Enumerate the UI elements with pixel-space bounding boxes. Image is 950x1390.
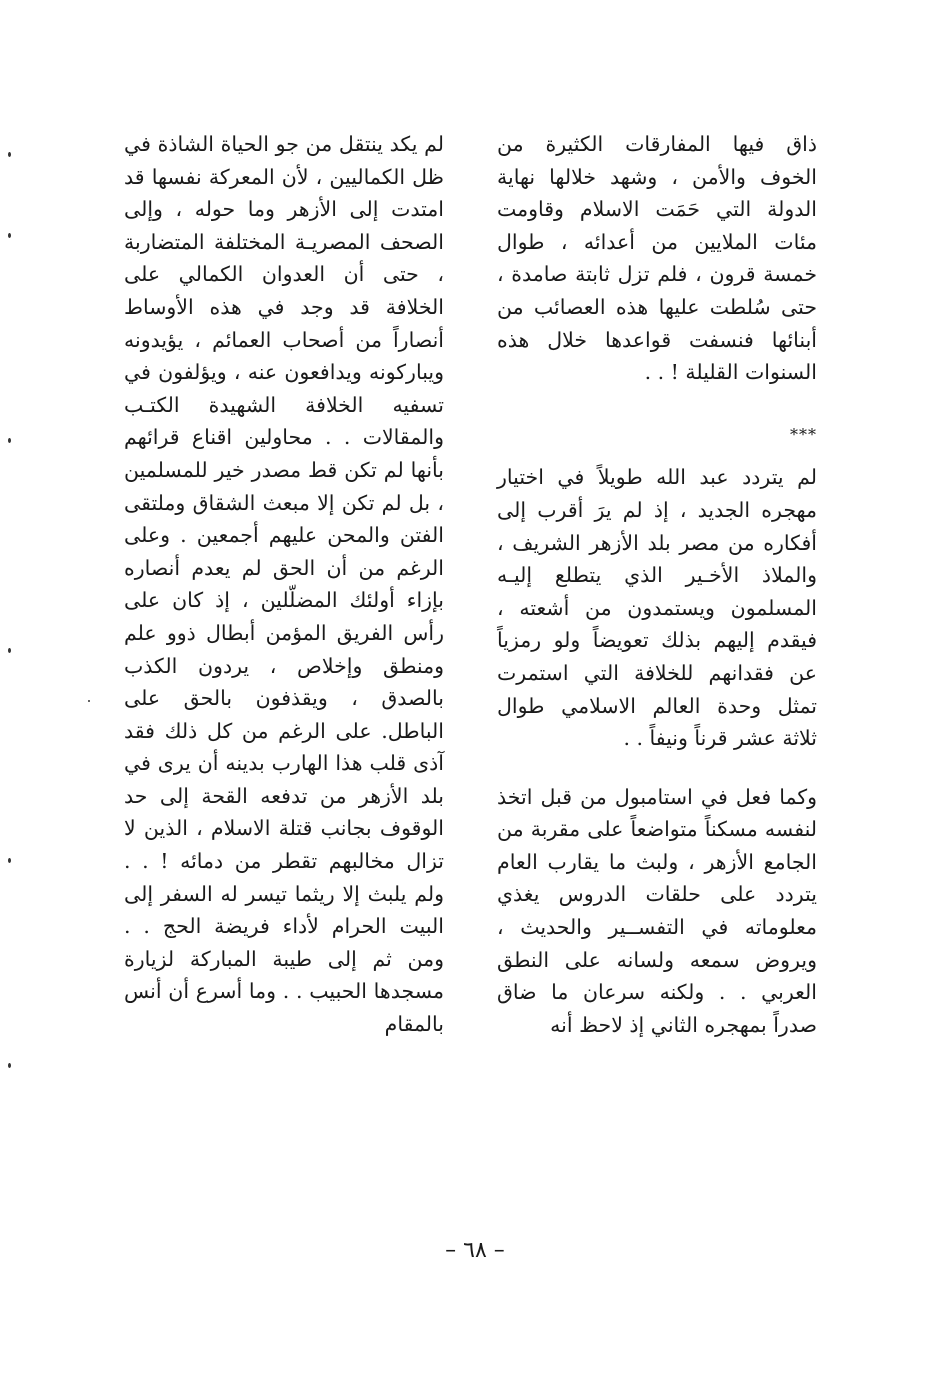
scan-edge-mark: [8, 858, 11, 863]
paragraph-1: ذاق فيها المفارقات الكثيرة من الخوف والأمن ، وشهد خلالها نهاية الدولة التي حَمَت الاسلام وقاومت مئات الملايين من أعدائه ، طوال خمسة قرون ، فلم تزل ثابتة صامدة ، حتى سُلطت عليها هذه العصائب من أبنائها فنسفت قواعدها خلال هذه السنوات القليلة ! . .: [497, 132, 817, 385]
left-column: [124, 128, 444, 1041]
section-separator: ***: [790, 424, 817, 444]
right-column: [497, 128, 817, 1041]
page-number: – ٦٨ –: [445, 1238, 505, 1263]
scan-edge-mark: [88, 700, 90, 702]
scan-edge-mark: [8, 438, 11, 443]
paragraph-3: وكما فعل في استامبول من قبل اتخذ لنفسه مسكناً متواضعاً على مقربة من الجامع الأزهر ، ولبث ما يقارب العام يتردد على حلقات الدروس يغذي معلوماته في التفســير والحديث ، ويروض سمعه ولسانه على النطق العربي . . ولكنه سرعان ما ضاق صدراً بمهجره الثاني إذ لاحظ أنه: [497, 784, 817, 1037]
scan-edge-mark: [8, 233, 11, 238]
paragraph-left: لم يكد ينتقل من جو الحياة الشاذة في ظل الكماليين ، لأن المعركة نفسها قد امتدت إلى الأزهر وما حوله ، وإلى الصحف المصريـة المختلفة المتضاربة ، حتى أن العدوان الكمالي على الخلافة قد وجد في هذه الأوساط أنصاراً من أصحاب العمائم ، يؤيدونه ويباركونه ويدافعون عنه ، ويؤلفون في تسفيه الخلافة الشهيدة الكتـب والمقالات . . محاولين اقناع قرائهم بأنها لم تكن قط مصدر خير للمسلمين ، بل لم تكن إلا مبعث الشقاق وملتقى الفتن والمحن عليهم أجمعين . وعلى الرغم من أن الحق لم يعدم أنصاره بإزاء أولئك المضلّلين ، إذ كان على رأس الفريق المؤمن أبطال ذوو علم ومنطق وإخلاص ، يردون الكذب بالصدق ، ويقذفون بالحق على الباطل. على الرغم من كل ذلك فقد آذى قلب هذا الهارب بدينه أن يرى في بلد الأزهر من تدفعه القحة إلى حد الوقوف بجانب قتلة الاسلام ، الذين لا تزال مخالبهم تقطر من دمائه ! . . ولم يلبث إلا ريثما تيسر له السفر إلى البيت الحرام لأداء فريضة الحج . . ومن ثم إلى طيبة المباركة لزيارة مسجدها الحبيب . . وما أسرع أن أنس بالمقام: [124, 132, 444, 1037]
paragraph-gap: [497, 755, 817, 781]
scan-edge-mark: [8, 152, 11, 157]
scan-edge-mark: [8, 648, 11, 653]
scan-edge-mark: [8, 1063, 11, 1068]
paragraph-2: لم يتردد عبد الله طويلاً في اختيار مهجره الجديد ، إذ لم يرَ أقرب إلى أفكاره من مصر بلد الأزهر الشريف ، والملاذ الأخـير الذي يتطلع إليـه المسلمون ويستمدون من أشعته ، فيقدم إليهم بذلك تعويضاً ولو رمزياً عن فقدانهم للخلافة التي استمرت تمثل وحدة العالم الاسلامي طوال ثلاثة عشر قرناً ونيفاً . .: [497, 465, 817, 751]
